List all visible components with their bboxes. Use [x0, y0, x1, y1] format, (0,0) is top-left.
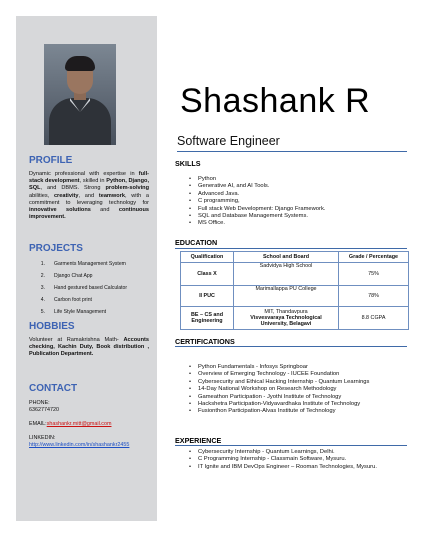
- phone-label: PHONE:: [29, 400, 50, 406]
- profile-summary: [29, 171, 149, 221]
- linkedin-line: [29, 442, 129, 448]
- education-heading: EDUCATION: [175, 238, 218, 247]
- project-item: [29, 294, 151, 306]
- job-title: Software Engineer: [177, 134, 280, 148]
- skills-list: [198, 176, 325, 228]
- project-label: Garments Management System: [54, 261, 126, 267]
- project-label: Django Chat App: [54, 273, 93, 279]
- linkedin-link[interactable]: http://www.linkedin.com/in/shashankr2455: [29, 442, 130, 448]
- project-label: Life Style Management: [54, 309, 107, 315]
- phone-number: 6362774720: [29, 407, 59, 413]
- text-segment: , and DBMS. Strong: [40, 185, 106, 192]
- certifications-heading: CERTIFICATIONS: [175, 337, 235, 346]
- certification-item: • Cybersecurity and Ethical Hacking Internship - Quantum Learnings: [198, 379, 406, 386]
- skill-item: • Full stack Web Development: Django Framework.: [198, 206, 325, 213]
- hobbies-heading: HOBBIES: [29, 321, 75, 332]
- column-header: Qualification: [181, 252, 234, 263]
- column-header: Grade / Percentage: [339, 252, 409, 263]
- text-segment: abilities,: [29, 192, 54, 199]
- project-number: 2.: [40, 273, 45, 279]
- text-segment: , with a commitment to leveraging technology for: [29, 192, 150, 206]
- education-divider: [175, 248, 407, 249]
- skill-item: • Generative AI, and AI Tools.: [198, 183, 325, 190]
- school-name: MIT, Thandavpura: [264, 309, 308, 315]
- skills-heading: SKILLS: [175, 159, 201, 168]
- project-number: 5.: [40, 309, 45, 315]
- text-segment: Dynamic professional with expertise in: [29, 171, 139, 177]
- certification-item: • Fusionthon Participation-Alvas Institute of Technology: [198, 408, 406, 415]
- skill-item: • Python: [198, 176, 325, 183]
- hobbies-text: [29, 337, 149, 359]
- certification-item: • Python Fundamentals - Infosys Springboar: [198, 364, 406, 371]
- project-item: [29, 306, 151, 318]
- grade-cell: 8.8 CGPA: [339, 307, 409, 330]
- school-cell: Sadvidya High School: [234, 263, 339, 286]
- text-segment: Volunteer at Ramakrishna Math-: [29, 337, 124, 343]
- experience-heading: EXPERIENCE: [175, 436, 222, 445]
- profile-photo: [44, 44, 116, 145]
- certification-item: • Gameathon Participation - Jyothi Institute of Technology: [198, 394, 406, 401]
- text-segment: teamwork: [98, 192, 125, 199]
- skill-item: • Advanced Java.: [198, 191, 325, 198]
- email-label: EMAIL:: [29, 421, 47, 427]
- text-segment: and: [90, 207, 119, 214]
- experience-item: • IT Ignite and IBM DevOps Engineer – Rooman Technologies, Mysuru.: [198, 464, 408, 471]
- grade-cell: 78%: [339, 286, 409, 307]
- table-row: [181, 286, 409, 307]
- candidate-name: Shashank R: [180, 82, 371, 120]
- education-table: [180, 251, 409, 330]
- projects-heading: PROJECTS: [29, 243, 83, 254]
- project-number: 4.: [40, 297, 45, 303]
- text-segment: creativity: [53, 192, 79, 199]
- qualification-cell: Class X: [181, 263, 234, 286]
- project-label: Hand gestured based Calculator: [54, 285, 128, 291]
- project-item: [29, 282, 151, 294]
- email-line: [29, 421, 111, 427]
- experience-item: • Cybersecurity Internship - Quantum Learnings, Delhi.: [198, 449, 408, 456]
- skill-item: • C programming,: [198, 198, 325, 205]
- project-label: Carbon foot print: [54, 297, 92, 303]
- text-segment: continuous improvement.: [29, 207, 149, 221]
- text-segment: full-stack development: [29, 171, 149, 185]
- certifications-list: [198, 364, 406, 416]
- table-row: [181, 263, 409, 286]
- column-header: School and Board: [234, 252, 339, 263]
- school-cell: Marimallappa PU College: [234, 286, 339, 307]
- skill-item: • SQL and Database Management Systems.: [198, 213, 325, 220]
- certification-item: • 14-Day National Workshop on Research Methodology: [198, 386, 406, 393]
- text-segment: Accounts checking, Kachin Duty, Book distribution , Publication Department.: [29, 337, 149, 358]
- profile-heading: PROFILE: [29, 155, 73, 166]
- experience-list: [198, 449, 408, 471]
- university-name: Visvesvaraya Technological University, Belagavi: [250, 315, 322, 327]
- school-cell: [234, 307, 339, 330]
- grade-cell: 75%: [339, 263, 409, 286]
- project-item: [29, 270, 151, 282]
- certifications-divider: [175, 346, 407, 347]
- contact-heading: CONTACT: [29, 383, 78, 394]
- skill-item: • MS Office.: [198, 220, 325, 227]
- project-number: 3.: [40, 285, 45, 291]
- qualification-cell: BE – CS and Engineering: [181, 307, 234, 330]
- projects-list: [29, 258, 151, 318]
- title-divider: [177, 151, 407, 152]
- certification-item: • Hackshetra Participation-Vidyavardhaka Institute of Technology: [198, 401, 406, 408]
- text-segment: , and: [78, 192, 99, 199]
- text-segment: Python, Django, SQL: [29, 178, 149, 192]
- text-segment: innovative solutions: [29, 207, 91, 214]
- qualification-cell: II PUC: [181, 286, 234, 307]
- experience-divider: [175, 445, 407, 446]
- project-item: [29, 258, 151, 270]
- experience-item: • C Programming Internship - Classmain Software, Mysuru.: [198, 456, 408, 463]
- text-segment: problem-solving: [105, 185, 149, 192]
- text-segment: , skilled in: [79, 178, 107, 185]
- email-link[interactable]: shashankr.mitt@gmail.com: [46, 421, 112, 427]
- education-header-row: [181, 252, 409, 263]
- table-row: [181, 307, 409, 330]
- project-number: 1.: [40, 261, 45, 267]
- certification-item: • Overview of Emerging Technology - IUCEE Foundation: [198, 371, 406, 378]
- linkedin-label: LINKEDIN:: [29, 435, 56, 441]
